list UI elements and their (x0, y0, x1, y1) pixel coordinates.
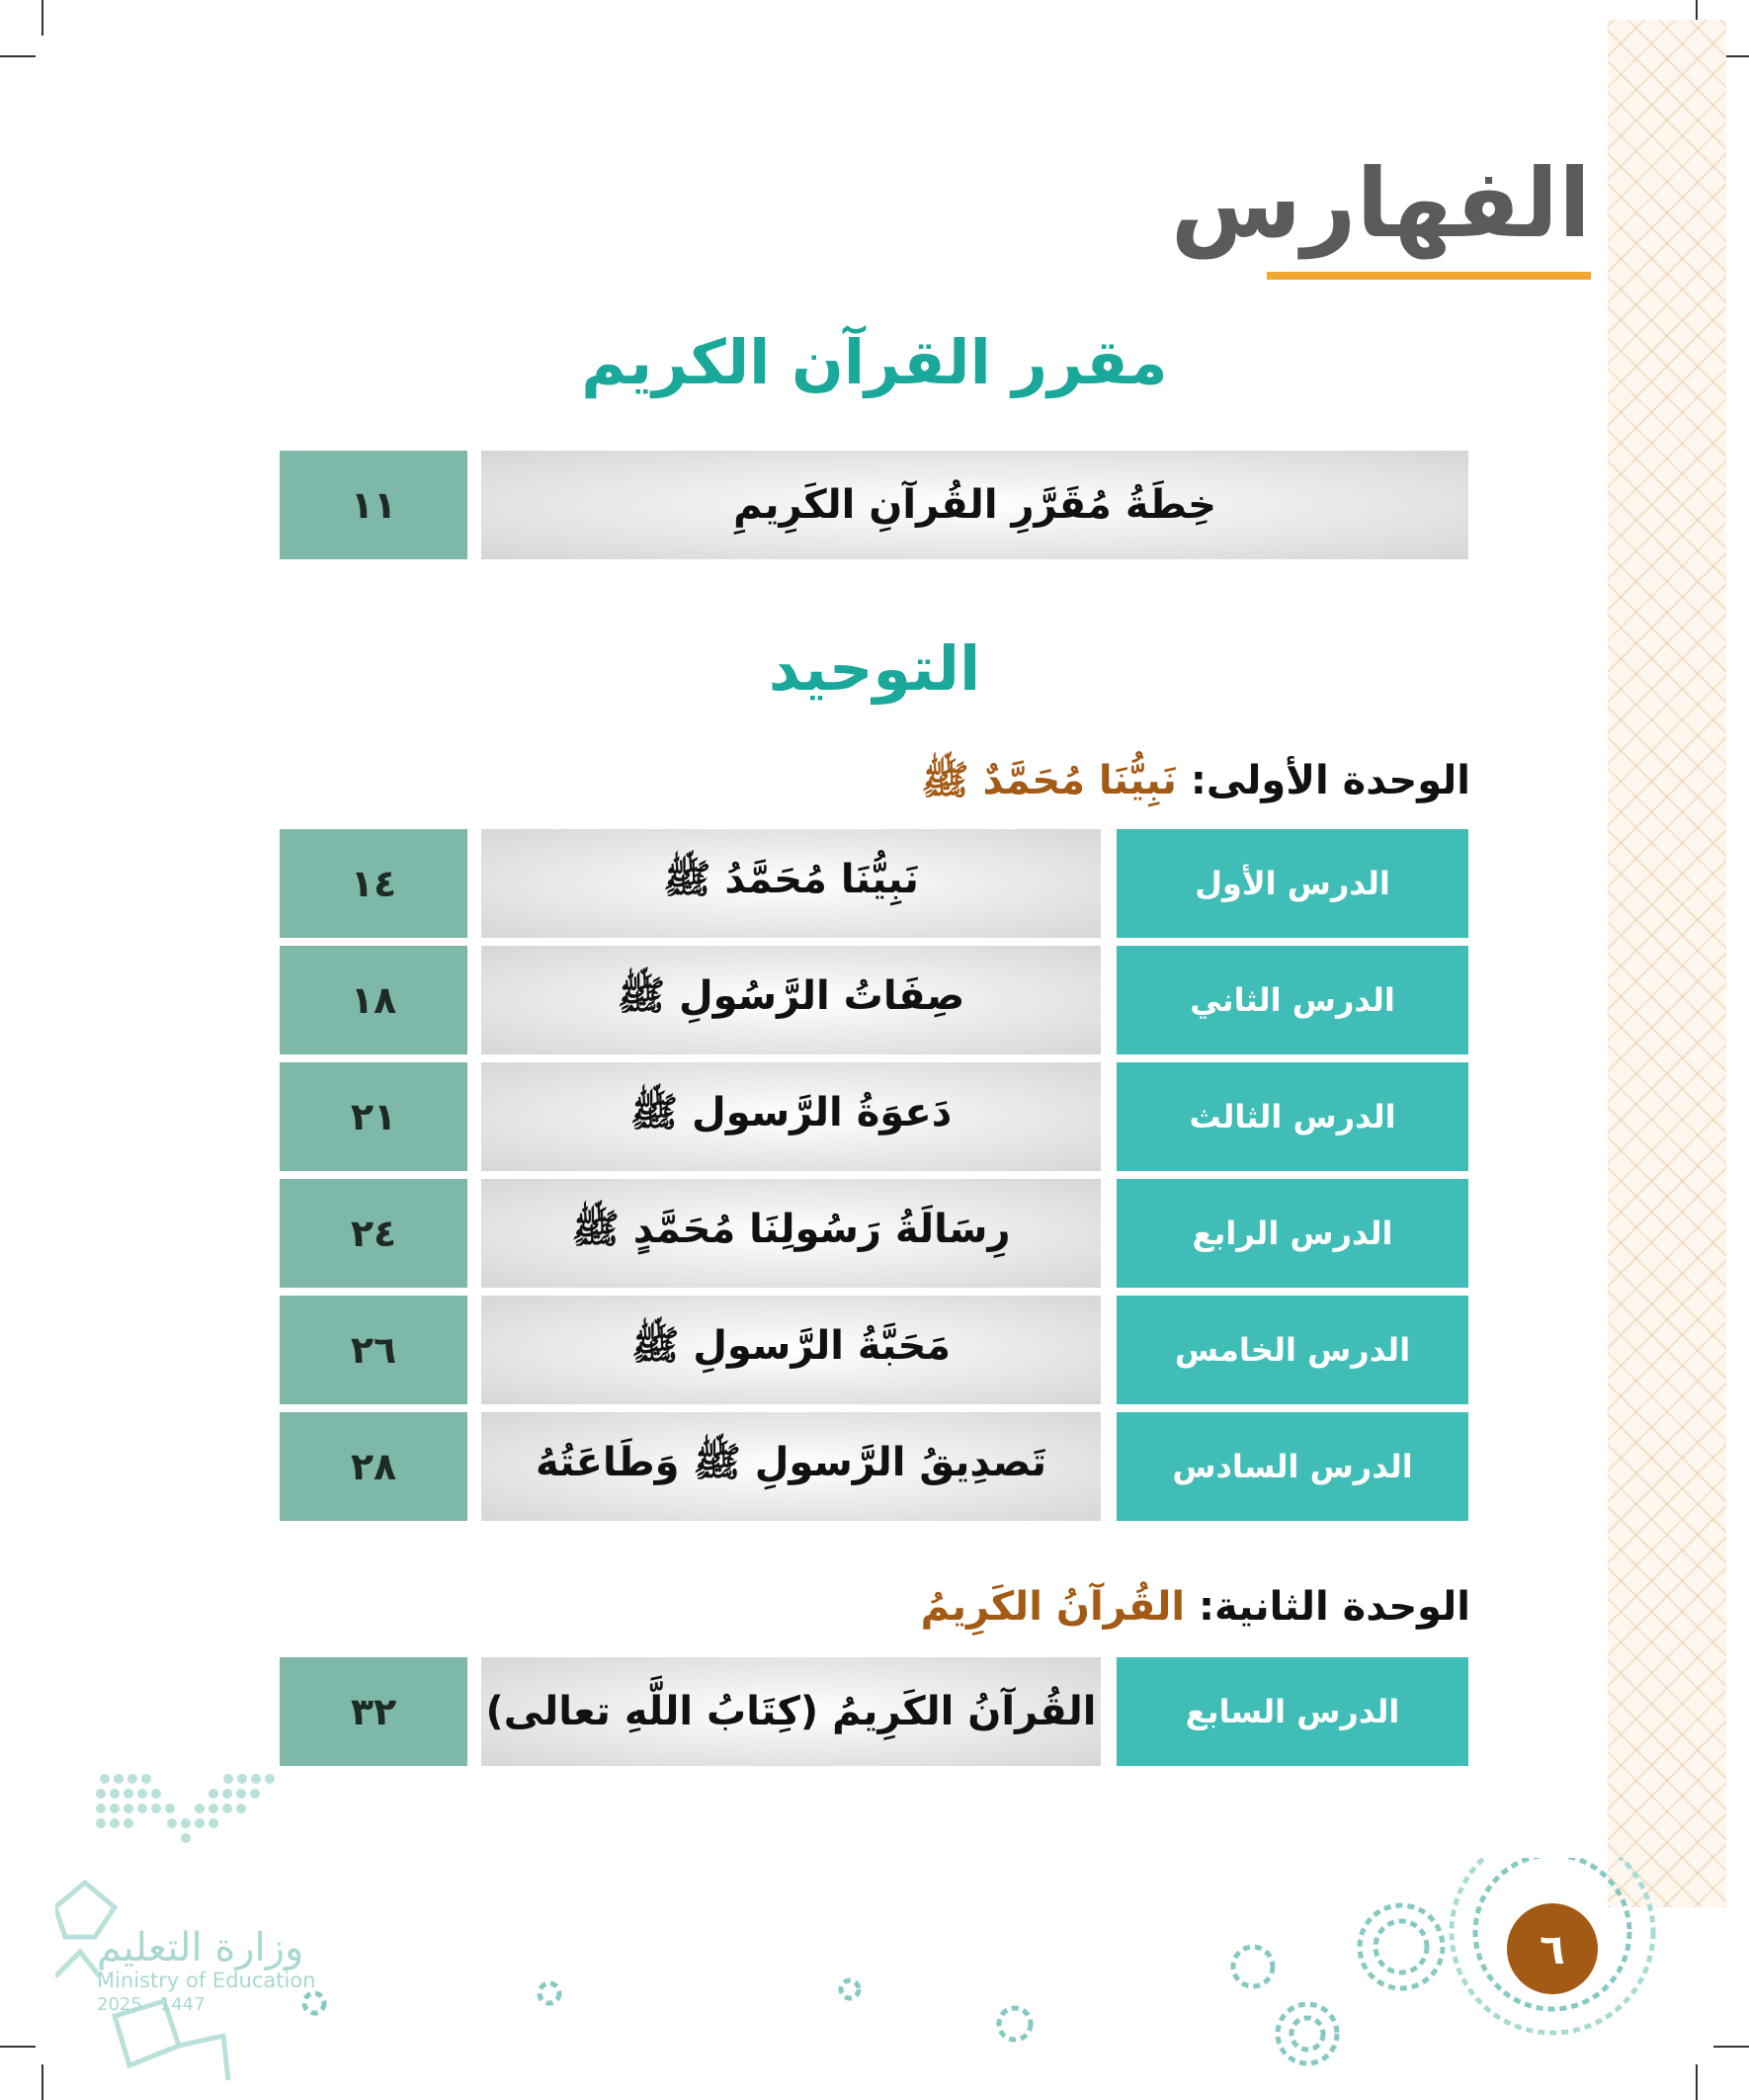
topic-cell: صِفَاتُ الرَّسُولِ ﷺ (481, 946, 1101, 1054)
ministry-logo (55, 1769, 322, 2095)
rosette-small (1233, 1947, 1273, 1986)
page-number-cell: ٣٢ (280, 1657, 467, 1766)
lesson-cell: الدرس الأول (1117, 829, 1468, 938)
unit-label: الوحدة الأولى: (1190, 758, 1470, 803)
page-number-cell: ١٨ (280, 946, 467, 1054)
lesson-cell: الدرس الثالث (1117, 1062, 1468, 1171)
table-row[interactable] (280, 1062, 1468, 1171)
table-row[interactable] (280, 829, 1468, 938)
tawheed-section-title: التوحيد (768, 632, 981, 705)
logo-year-text: 2025 - 1447 (97, 1994, 206, 2015)
rosette-small (1278, 2004, 1337, 2063)
crop-mark (42, 0, 43, 36)
topic-cell: مَحَبَّةُ الرَّسولِ ﷺ (481, 1296, 1101, 1404)
logo-english-text: Ministry of Education (97, 1969, 316, 1992)
table-row[interactable] (280, 1296, 1468, 1404)
topic-cell: القُرآنُ الكَرِيمُ (كِتَابُ اللَّهِ تعالى) (481, 1657, 1101, 1766)
topic-cell: خِطَةُ مُقَرَّرِ القُرآنِ الكَرِيمِ (481, 451, 1468, 559)
topic-cell: دَعوَةُ الرَّسول ﷺ (481, 1062, 1101, 1171)
table-row[interactable] (280, 1657, 1468, 1766)
rosette-tiny (841, 1980, 859, 1998)
page-number-badge: ٦ (1507, 1903, 1598, 1994)
lesson-cell: الدرس السابع (1117, 1657, 1468, 1766)
unit-name: القُرآنُ الكَرِيمُ (920, 1584, 1186, 1630)
title-underline (1267, 272, 1591, 280)
rosette-small (999, 2008, 1031, 2040)
lesson-cell: الدرس الرابع (1117, 1179, 1468, 1288)
table-row[interactable] (280, 946, 1468, 1054)
lesson-cell: الدرس الثاني (1117, 946, 1468, 1054)
table-row[interactable] (280, 1412, 1468, 1521)
crop-mark (0, 55, 36, 57)
rosette-tiny (540, 1983, 559, 2003)
logo-arabic-text: وزارة التعليم (97, 1925, 304, 1971)
page-number-cell: ١١ (280, 451, 467, 559)
page-number-cell: ١٤ (280, 829, 467, 938)
quran-section-title: مقرر القرآن الكريم (581, 326, 1168, 398)
topic-cell: تَصدِيقُ الرَّسولِ ﷺ وَطَاعَتُهُ (481, 1412, 1101, 1521)
unit-label: الوحدة الثانية: (1199, 1584, 1470, 1630)
rosette-medium (1360, 1905, 1443, 1988)
topic-cell: نَبِيُّنَا مُحَمَّدُ ﷺ (481, 829, 1101, 938)
unit-heading (921, 756, 1470, 813)
unit-name: نَبِيُّنَا مُحَمَّدٌ ﷺ (921, 758, 1177, 803)
page-title: الفهارس (1170, 148, 1591, 259)
lesson-cell: الدرس السادس (1117, 1412, 1468, 1521)
page-number-cell: ٢٦ (280, 1296, 467, 1404)
table-row[interactable] (280, 451, 1468, 559)
unit-heading (921, 1584, 1470, 1630)
page-number-cell: ٢١ (280, 1062, 467, 1171)
page-number-cell: ٢٤ (280, 1179, 467, 1288)
lesson-cell: الدرس الخامس (1117, 1296, 1468, 1404)
islamic-pattern-border (1608, 20, 1726, 1907)
table-row[interactable] (280, 1179, 1468, 1288)
topic-cell: رِسَالَةُ رَسُولِنَا مُحَمَّدٍ ﷺ (481, 1179, 1101, 1288)
page-number-cell: ٢٨ (280, 1412, 467, 1521)
